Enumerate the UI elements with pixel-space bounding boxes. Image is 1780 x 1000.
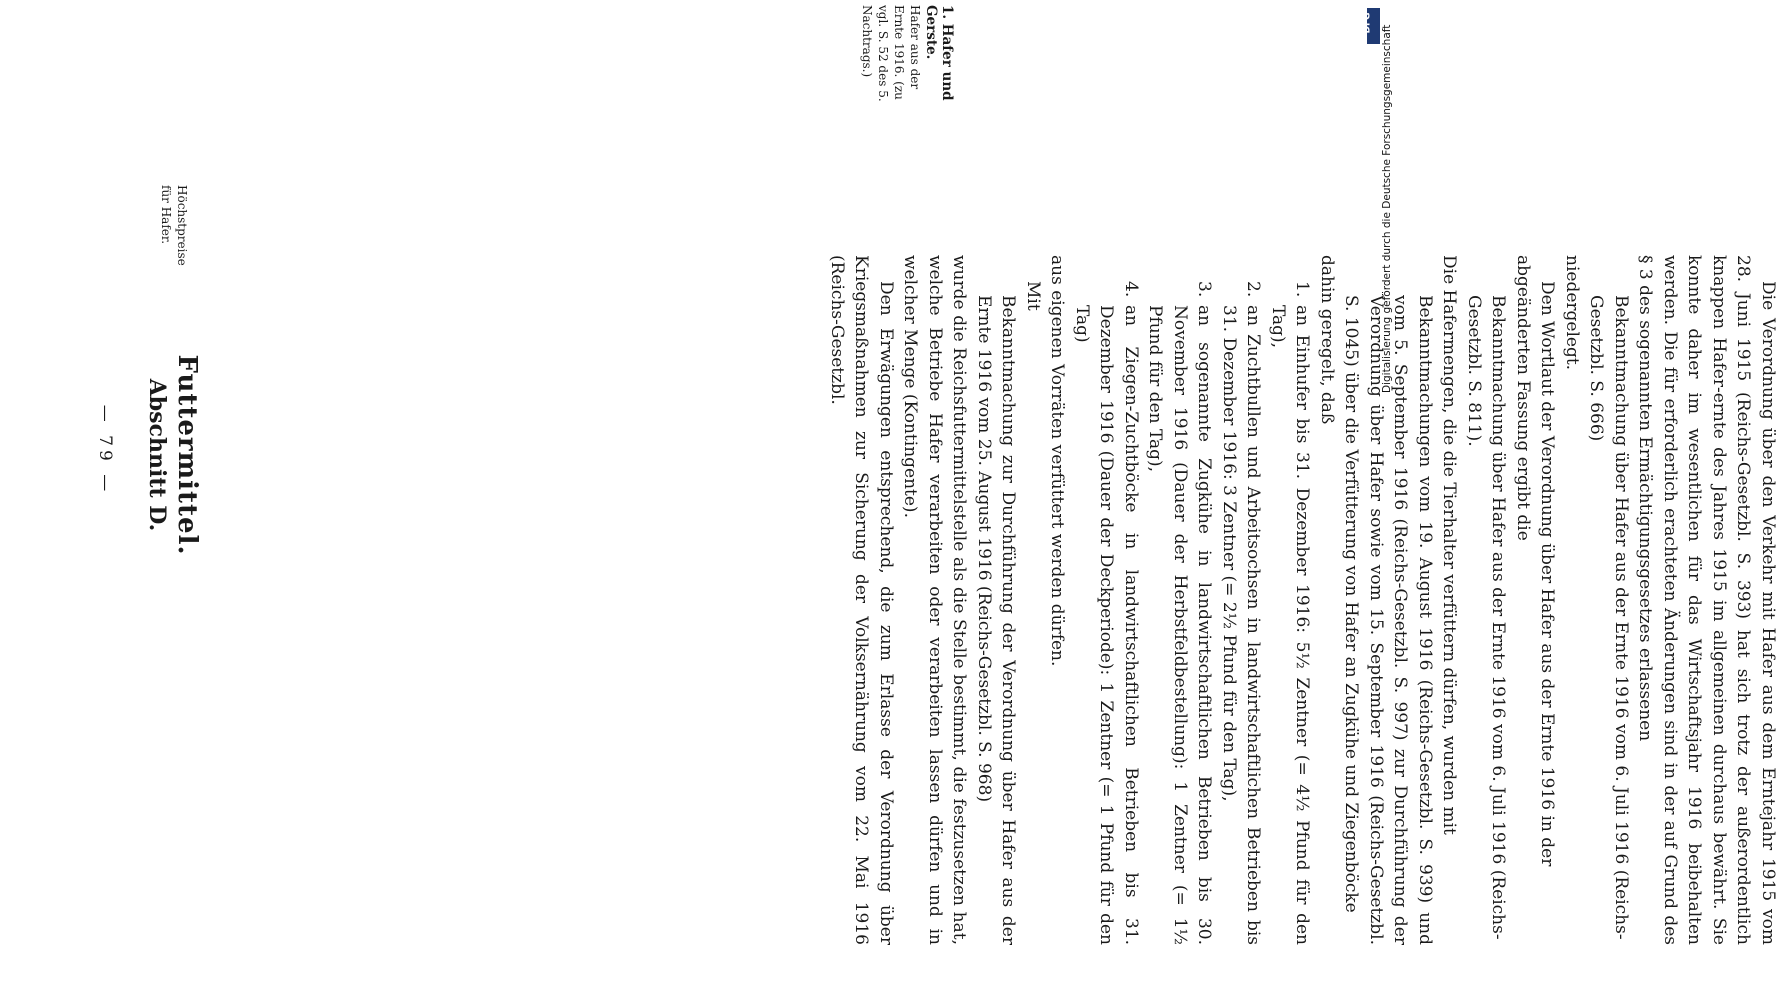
dfg-logo-text: DFG (1362, 12, 1373, 34)
section-label: Abschnitt D. (144, 378, 170, 532)
body-text-wrapper (310, 255, 1778, 945)
margin-note-oats (859, 5, 955, 105)
paragraph-3-citation: Bekanntmachungen vom 19. August 1916 (Reichs-Gesetzbl. S. 939) und vom 5. September 1916 (Reichs-Gesetzbl. S. 997) zur Durchführung der Verordnung über Hafer sowie vom 15. September 1916 (Reichs-Gesetzbl. S. 1045) über die Verfütterung von Hafer an Zugkühe und Ziegenböcke (1341, 295, 1435, 945)
page-number: — 79 — (95, 404, 115, 496)
list-item (1217, 281, 1266, 945)
paragraph-5: Mit (1023, 281, 1043, 311)
paragraph-4: aus eigenen Vorräten verfüttert werden dürfen. (1047, 255, 1068, 667)
digitization-note: Digitalisierung gefördert durch die Deutsche Forschungsgemeinschaft (1381, 24, 1393, 393)
list-item-number: 3. (1194, 281, 1215, 298)
paragraph-1-end: niedergelegt. (1562, 255, 1582, 371)
list-item (1070, 281, 1144, 945)
paragraph-5-end: wurde die Reichsfuttermittelstelle als die Stelle bestimmt, die festzusetzen hat, welche Betriebe Hafer verarbeiten oder verarbeiten lassen dürfen und in welcher Menge (Kontingente). (900, 255, 970, 945)
margin-note-prices: Höchstpreise für Hafer. (159, 185, 189, 266)
paragraph-3: Die Hafermengen, die die Tierhalter verfüttern dürfen, wurden mit (1439, 255, 1460, 835)
feed-allowance-list (1070, 255, 1315, 945)
list-item (1143, 281, 1217, 945)
paragraph-2-citation: Bekanntmachung über Hafer aus der Ernte 1916 vom 6. Juli 1916 (Reichs-Gesetzbl. S. 811). (1464, 295, 1509, 940)
dfg-logo (1362, 8, 1380, 44)
list-item-text: an sogenannte Zugkühe in landwirtschaftlichen Betrieben bis 30. November 1916 (Dauer der Herbstfeldbestellung): 1 Zentner (= 1½ Pfund für den Tag), (1145, 305, 1215, 945)
paragraph-1: Die Verordnung über den Verkehr mit Hafer aus dem Erntejahr 1915 vom 28. Juni 1915 (Reichs-Gesetzbl. S. 393) hat sich trotz der außerordentlich knappen Hafer-ernte des Jahres 1915 im allgemeinen durchaus bewährt. Sie konnte daher im wesentlichen für das Wirtschaftsjahr 1916 beibehalten werden. Die für erforderlich erachteten Änderungen sind in der auf Grund des § 3 des sogenannten Ermächtigungsgesetzes erlassenen (1635, 255, 1778, 945)
section-title: Futtermittel. (172, 354, 202, 556)
paragraph-3-end: dahin geregelt, daß (1317, 255, 1337, 425)
paragraph-5-citation: Bekanntmachung zur Durchführung der Verordnung über Hafer aus der Ernte 1916 vom 25. August 1916 (Reichs-Gesetzbl. S. 968) (974, 295, 1019, 945)
margin-heading: 1. Hafer und Gerste. (923, 5, 955, 101)
list-item (1266, 281, 1315, 945)
list-item-text: an Ziegen-Zuchtböcke in landwirtschaftlichen Betrieben bis 31. Dezember 1916 (Dauer der Deckperiode): 1 Zentner (= 1 Pfund für den Tag) (1072, 305, 1141, 945)
list-item-number: 2. (1243, 281, 1264, 298)
margin-subnote: Hafer aus der Ernte 1916. (zu vgl. S. 52 des 5. Nachtrags.) (860, 5, 922, 102)
paragraph-2: Den Wortlaut der Verordnung über Hafer aus der Ernte 1916 in der abgeänderten Fassung ergibt die (1513, 255, 1558, 867)
list-item-text: an Einhufer bis 31. Dezember 1916: 5½ Zentner (= 4½ Pfund für den Tag), (1268, 305, 1313, 945)
paragraph-6: Den Erwägungen entsprechend, die zum Erlasse der Verordnung über Kriegsmaßnahmen zur Sicherung der Volksernährung vom 22. Mai 1916 (Reichs-Gesetzbl. (827, 255, 896, 945)
list-item-number: 4. (1121, 281, 1141, 298)
list-item-number: 1. (1292, 281, 1313, 298)
paragraph-1-citation: Bekanntmachung über Hafer aus der Ernte 1916 vom 6. Juli 1916 (Reichs-Gesetzbl. S. 666) (1586, 295, 1631, 940)
body-text (825, 255, 1780, 945)
list-item-text: an Zuchtbullen und Arbeitsochsen in landwirtschaftlichen Betrieben bis 31. Dezember 1916: 3 Zentner (= 2½ Pfund für den Tag), (1219, 305, 1264, 945)
